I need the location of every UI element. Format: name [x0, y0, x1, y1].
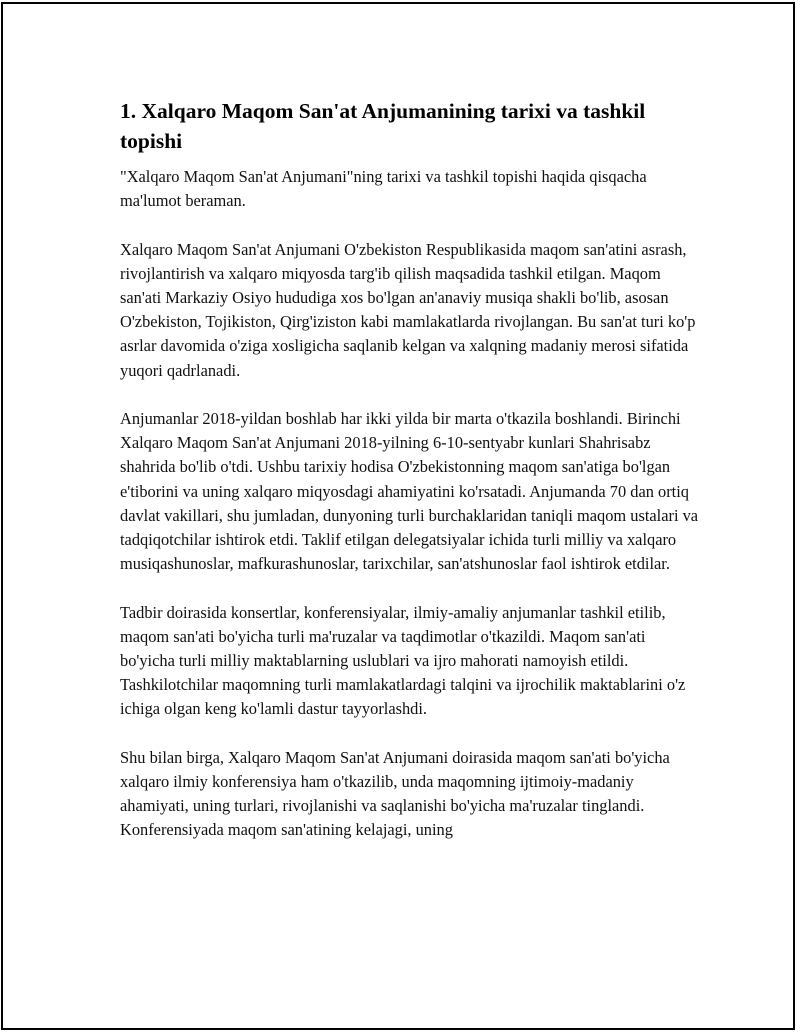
paragraph-first-forum: Anjumanlar 2018-yildan boshlab har ikki yilda bir marta o'tkazila boshlandi. Birinchi Xalqaro Maqom San'at Anjumani 2018-yilning 6-10-sentyabr kunlari Shahrisabz shahrida bo'lib o'tdi. Ushbu tarixiy hodisa O'zbekistonning maqom san'atiga bo'lgan e'tiborini va uning xalqaro miqyosdagi ahamiyatini ko'rsatadi. Anjumanda 70 dan ortiq davlat vakillari, shu jumladan, dunyoning turli burchaklaridan taniqli maqom ustalari va tadqiqotchilar ishtirok etdi. Taklif etilgan delegatsiyalar ichida turli milliy va xalqaro musiqashunoslar, mafkurashunoslar, tarixchilar, san'atshunoslar faol ishtirok etdilar. — [120, 409, 699, 574]
document-title: 1. Xalqaro Maqom San'at Anjumanining tarixi va tashkil topishi — [120, 99, 646, 153]
document-body — [120, 96, 700, 867]
paragraph-events: Tadbir doirasida konsertlar, konferensiyalar, ilmiy-amaliy anjumanlar tashkil etilib, maqom san'ati bo'yicha turli ma'ruzalar va taqdimotlar o'tkazildi. Maqom san'ati bo'yicha turli milliy maktablarning uslublari va ijro mahorati namoyish etildi. Tashkilotchilar maqomning turli mamlakatlardagi talqini va ijrochilik maktablarini o'z ichiga olgan keng ko'lamli dastur tayyorlashdi. — [120, 602, 686, 719]
paragraph-conference: Shu bilan birga, Xalqaro Maqom San'at Anjumani doirasida maqom san'ati bo'yicha xalqaro ilmiy konferensiya ham o'tkazilib, unda maqomning ijtimoiy-madaniy ahamiyati, uning turlari, rivojlanishi va saqlanishi bo'yicha ma'ruzalar tinglandi. Konferensiyada maqom san'atining kelajagi, uning — [120, 747, 670, 840]
page-frame — [1, 2, 795, 1030]
paragraph-intro: "Xalqaro Maqom San'at Anjumani"ning tarixi va tashkil topishi haqida qisqacha ma'lumot beraman. — [120, 167, 647, 211]
paragraph-background: Xalqaro Maqom San'at Anjumani O'zbekiston Respublikasida maqom san'atini asrash, rivojlantirish va xalqaro miqyosda targ'ib qilish maqsadida tashkil etilgan. Maqom san'ati Markaziy Osiyo hududiga xos bo'lgan an'anaviy musiqa shakli bo'lib, asosan O'zbekiston, Tojikiston, Qirg'iziston kabi mamlakatlarda rivojlangan. Bu san'at turi ko'p asrlar davomida o'ziga xosligicha saqlanib kelgan va xalqning madaniy merosi sifatida yuqori qadrlanadi. — [120, 239, 696, 380]
